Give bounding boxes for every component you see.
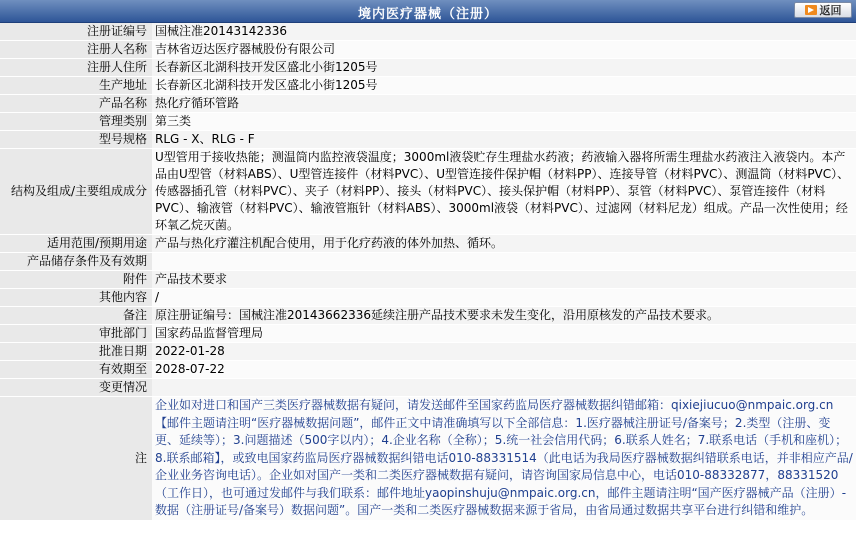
row-label: 结构及组成/主要组成成分 [0, 149, 152, 235]
row-value: 原注册证编号：国械注准20143662336延续注册产品技术要求未发生变化，沿用原核发的产品技术要求。 [152, 307, 856, 325]
row-value: 产品技术要求 [152, 271, 856, 289]
row-label: 其他内容 [0, 289, 152, 307]
row-value: 产品与热化疗灌注机配合使用，用于化疗药液的体外加热、循环。 [152, 235, 856, 253]
notice-row [0, 397, 856, 521]
table-row [0, 253, 856, 271]
row-label: 产品名称 [0, 95, 152, 113]
detail-table [0, 23, 856, 521]
row-label: 批准日期 [0, 343, 152, 361]
row-value: 长春新区北湖科技开发区盛北小街1205号 [152, 77, 856, 95]
row-label: 产品储存条件及有效期 [0, 253, 152, 271]
row-value [152, 379, 856, 397]
table-row [0, 379, 856, 397]
row-label: 附件 [0, 271, 152, 289]
table-row [0, 271, 856, 289]
table-row [0, 235, 856, 253]
table-row [0, 131, 856, 149]
row-value: 2022-01-28 [152, 343, 856, 361]
row-label: 适用范围/预期用途 [0, 235, 152, 253]
table-row [0, 95, 856, 113]
table-row [0, 41, 856, 59]
row-label: 生产地址 [0, 77, 152, 95]
row-label: 备注 [0, 307, 152, 325]
row-label: 注册人住所 [0, 59, 152, 77]
table-row [0, 361, 856, 379]
table-row [0, 59, 856, 77]
row-value: 吉林省迈达医疗器械股份有限公司 [152, 41, 856, 59]
row-label: 注册人名称 [0, 41, 152, 59]
table-row [0, 23, 856, 41]
row-value: 2028-07-22 [152, 361, 856, 379]
table-row [0, 343, 856, 361]
row-label: 管理类别 [0, 113, 152, 131]
row-value: / [152, 289, 856, 307]
row-value: 长春新区北湖科技开发区盛北小街1205号 [152, 59, 856, 77]
row-value [152, 253, 856, 271]
row-label: 有效期至 [0, 361, 152, 379]
table-row [0, 289, 856, 307]
row-value: 国家药品监督管理局 [152, 325, 856, 343]
arrow-right-icon [805, 5, 817, 15]
row-value: 第三类 [152, 113, 856, 131]
table-row [0, 113, 856, 131]
table-row [0, 77, 856, 95]
row-label: 型号规格 [0, 131, 152, 149]
row-value: RLG - X、RLG - F [152, 131, 856, 149]
title-bar [0, 0, 856, 23]
notice-text: 企业如对进口和国产三类医疗器械数据有疑问，请发送邮件至国家药监局医疗器械数据纠错邮箱：qixiejiucuo@nmpaic.org.cn【邮件主题请注明“医疗器械数据问题”，邮件正文中请准确填写以下全部信息：1.医疗器械注册证号/备案号；2.类型（注册、变更、延续等）；3.问题描述（500字以内）；4.企业名称（全称）；5.统一社会信用代码；6.联系人姓名；7.联系电话（手机和座机）；8.联系邮箱】，或致电国家药监局医疗器械数据纠错电话010-88331514（此电话为我局医疗器械数据纠错联系电话，并非相应产品/企业业务咨询电话）。企业如对国产一类和二类医疗器械数据有疑问，请咨询国家局信息中心，电话010-88332877，88331520（工作日），也可通过发邮件与我们联系：邮件地址yaopinshuju@nmpaic.org.cn，邮件主题请注明“国产医疗器械产品（注册）-数据（注册证号/备案号）数据问题”。国产一类和二类医疗器械数据来源于省局，由省局通过数据共享平台进行纠错和维护。 [152, 397, 856, 521]
table-row [0, 307, 856, 325]
row-value: 国械注准20143142336 [152, 23, 856, 41]
row-label: 变更情况 [0, 379, 152, 397]
page-title: 境内医疗器械（注册） [357, 7, 498, 22]
back-button[interactable] [794, 2, 852, 18]
row-value: U型管用于接收热能；测温筒内监控液袋温度；3000ml液袋贮存生理盐水药液；药液输入器将所需生理盐水药液注入液袋内。本产品由U型管（材料ABS）、U型管连接件（材料PVC）、U型管连接件保护帽（材料PP）、连接导管（材料PVC）、测温筒（材料PVC）、传感器插孔管（材料PVC）、夹子（材料PP）、接头（材料PVC）、接头保护帽（材料PP）、泵管（材料PVC）、泵管连接件（材料PVC）、输液管（材料PVC）、输液管瓶针（材料ABS）、3000ml液袋（材料PVC）、过滤网（材料尼龙）组成。产品一次性使用；经环氧乙烷灭菌。 [152, 149, 856, 235]
table-row [0, 149, 856, 235]
row-label: 注册证编号 [0, 23, 152, 41]
table-row [0, 325, 856, 343]
row-label: 审批部门 [0, 325, 152, 343]
back-button-label: 返回 [819, 4, 842, 17]
row-value: 热化疗循环管路 [152, 95, 856, 113]
notice-label: 注 [0, 397, 152, 521]
